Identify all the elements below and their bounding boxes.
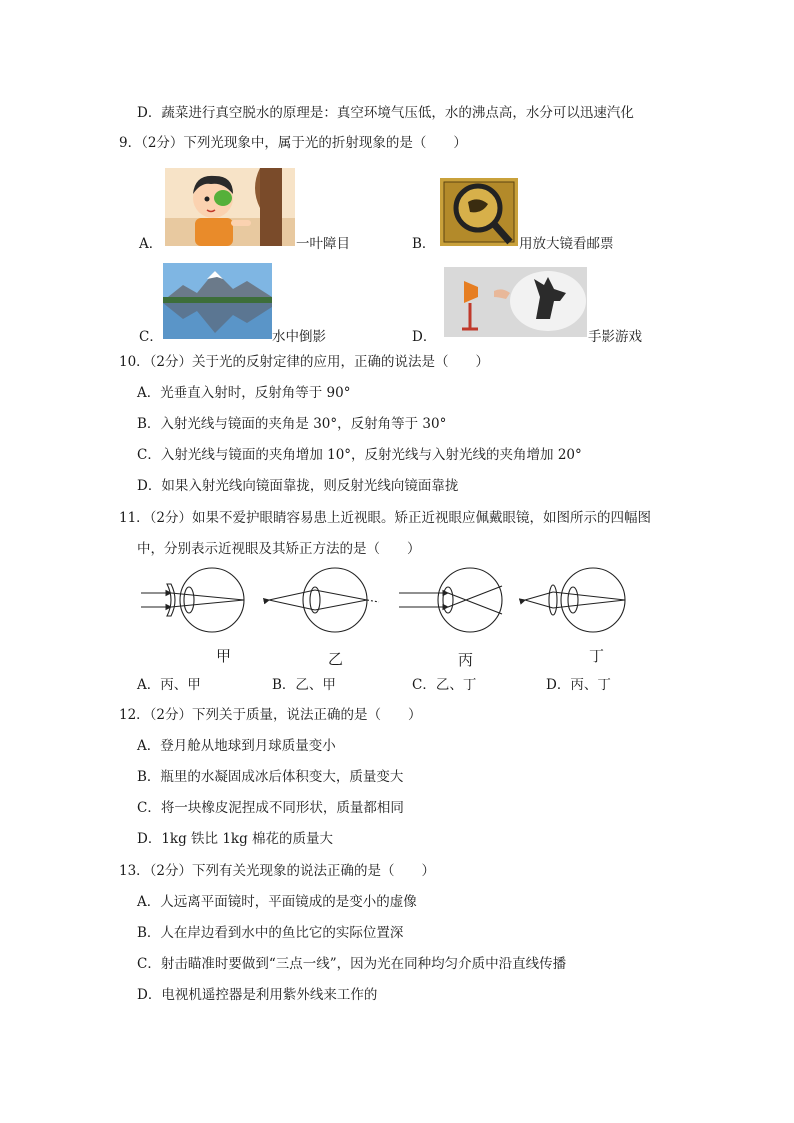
q10-option-a: A．光垂直入射时，反射角等于 90° xyxy=(137,385,351,401)
q9-b-text: 用放大镜看邮票 xyxy=(519,236,614,252)
q11-option-c: C．乙、丁 xyxy=(412,677,477,693)
q12-option-b: B．瓶里的水凝固成冰后体积变大，质量变大 xyxy=(137,769,404,785)
q8-option-d: D．蔬菜进行真空脱水的原理是：真空环境气压低，水的沸点高，水分可以迅速汽化 xyxy=(137,105,634,121)
q11-stem-line1: 11．（2分）如果不爱护眼睛容易患上近视眼。矫正近视眼应佩戴眼镜，如图所示的四幅图 xyxy=(119,510,652,526)
q13-option-b: B．人在岸边看到水中的鱼比它的实际位置深 xyxy=(137,925,404,941)
q11-option-d: D．丙、丁 xyxy=(546,677,611,693)
q9-b-letter: B． xyxy=(412,236,436,252)
q11-label-bing: 丙 xyxy=(458,651,474,669)
q11-eye-diagrams xyxy=(135,562,645,640)
q9-a-letter: A． xyxy=(139,236,163,252)
q13-option-d: D．电视机遥控器是利用紫外线来工作的 xyxy=(137,987,378,1003)
q10-option-c: C．入射光线与镜面的夹角增加 10°，反射光线与入射光线的夹角增加 20° xyxy=(137,447,582,463)
q13-stem: 13．（2分）下列有关光现象的说法正确的是（ ） xyxy=(119,863,436,879)
q11-label-ding: 丁 xyxy=(589,647,605,665)
q9-c-text: 水中倒影 xyxy=(272,329,326,345)
q9-d-text: 手影游戏 xyxy=(588,329,642,345)
q9-a-text: 一叶障目 xyxy=(296,236,350,252)
q9-c-letter: C． xyxy=(139,329,163,345)
q9-d-letter: D． xyxy=(412,329,437,345)
q11-stem-line2: 中，分别表示近视眼及其矫正方法的是（ ） xyxy=(137,541,421,557)
q10-option-d: D．如果入射光线向镜面靠拢，则反射光线向镜面靠拢 xyxy=(137,478,459,494)
q9-a-image xyxy=(165,168,295,246)
q9-stem: 9．（2分）下列光现象中，属于光的折射现象的是（ ） xyxy=(119,135,467,151)
q11-label-jia: 甲 xyxy=(216,647,232,665)
q10-option-b: B．入射光线与镜面的夹角是 30°，反射角等于 30° xyxy=(137,416,447,432)
q11-label-yi: 乙 xyxy=(328,650,344,668)
q13-option-c: C．射击瞄准时要做到“三点一线”，因为光在同种均匀介质中沿直线传播 xyxy=(137,956,567,972)
q10-stem: 10．（2分）关于光的反射定律的应用，正确的说法是（ ） xyxy=(119,354,490,370)
q12-option-c: C．将一块橡皮泥捏成不同形状，质量都相同 xyxy=(137,800,404,816)
q12-stem: 12．（2分）下列关于质量，说法正确的是（ ） xyxy=(119,707,422,723)
q9-b-image xyxy=(440,178,518,246)
q12-option-a: A．登月舱从地球到月球质量变小 xyxy=(137,738,336,754)
q12-option-d: D．1kg 铁比 1kg 棉花的质量大 xyxy=(137,831,334,847)
q11-option-b: B．乙、甲 xyxy=(272,677,336,693)
q11-option-a: A．丙、甲 xyxy=(137,677,201,693)
q13-option-a: A．人远离平面镜时，平面镜成的是变小的虚像 xyxy=(137,894,417,910)
q9-c-image xyxy=(163,263,272,339)
q9-d-image xyxy=(444,267,587,337)
